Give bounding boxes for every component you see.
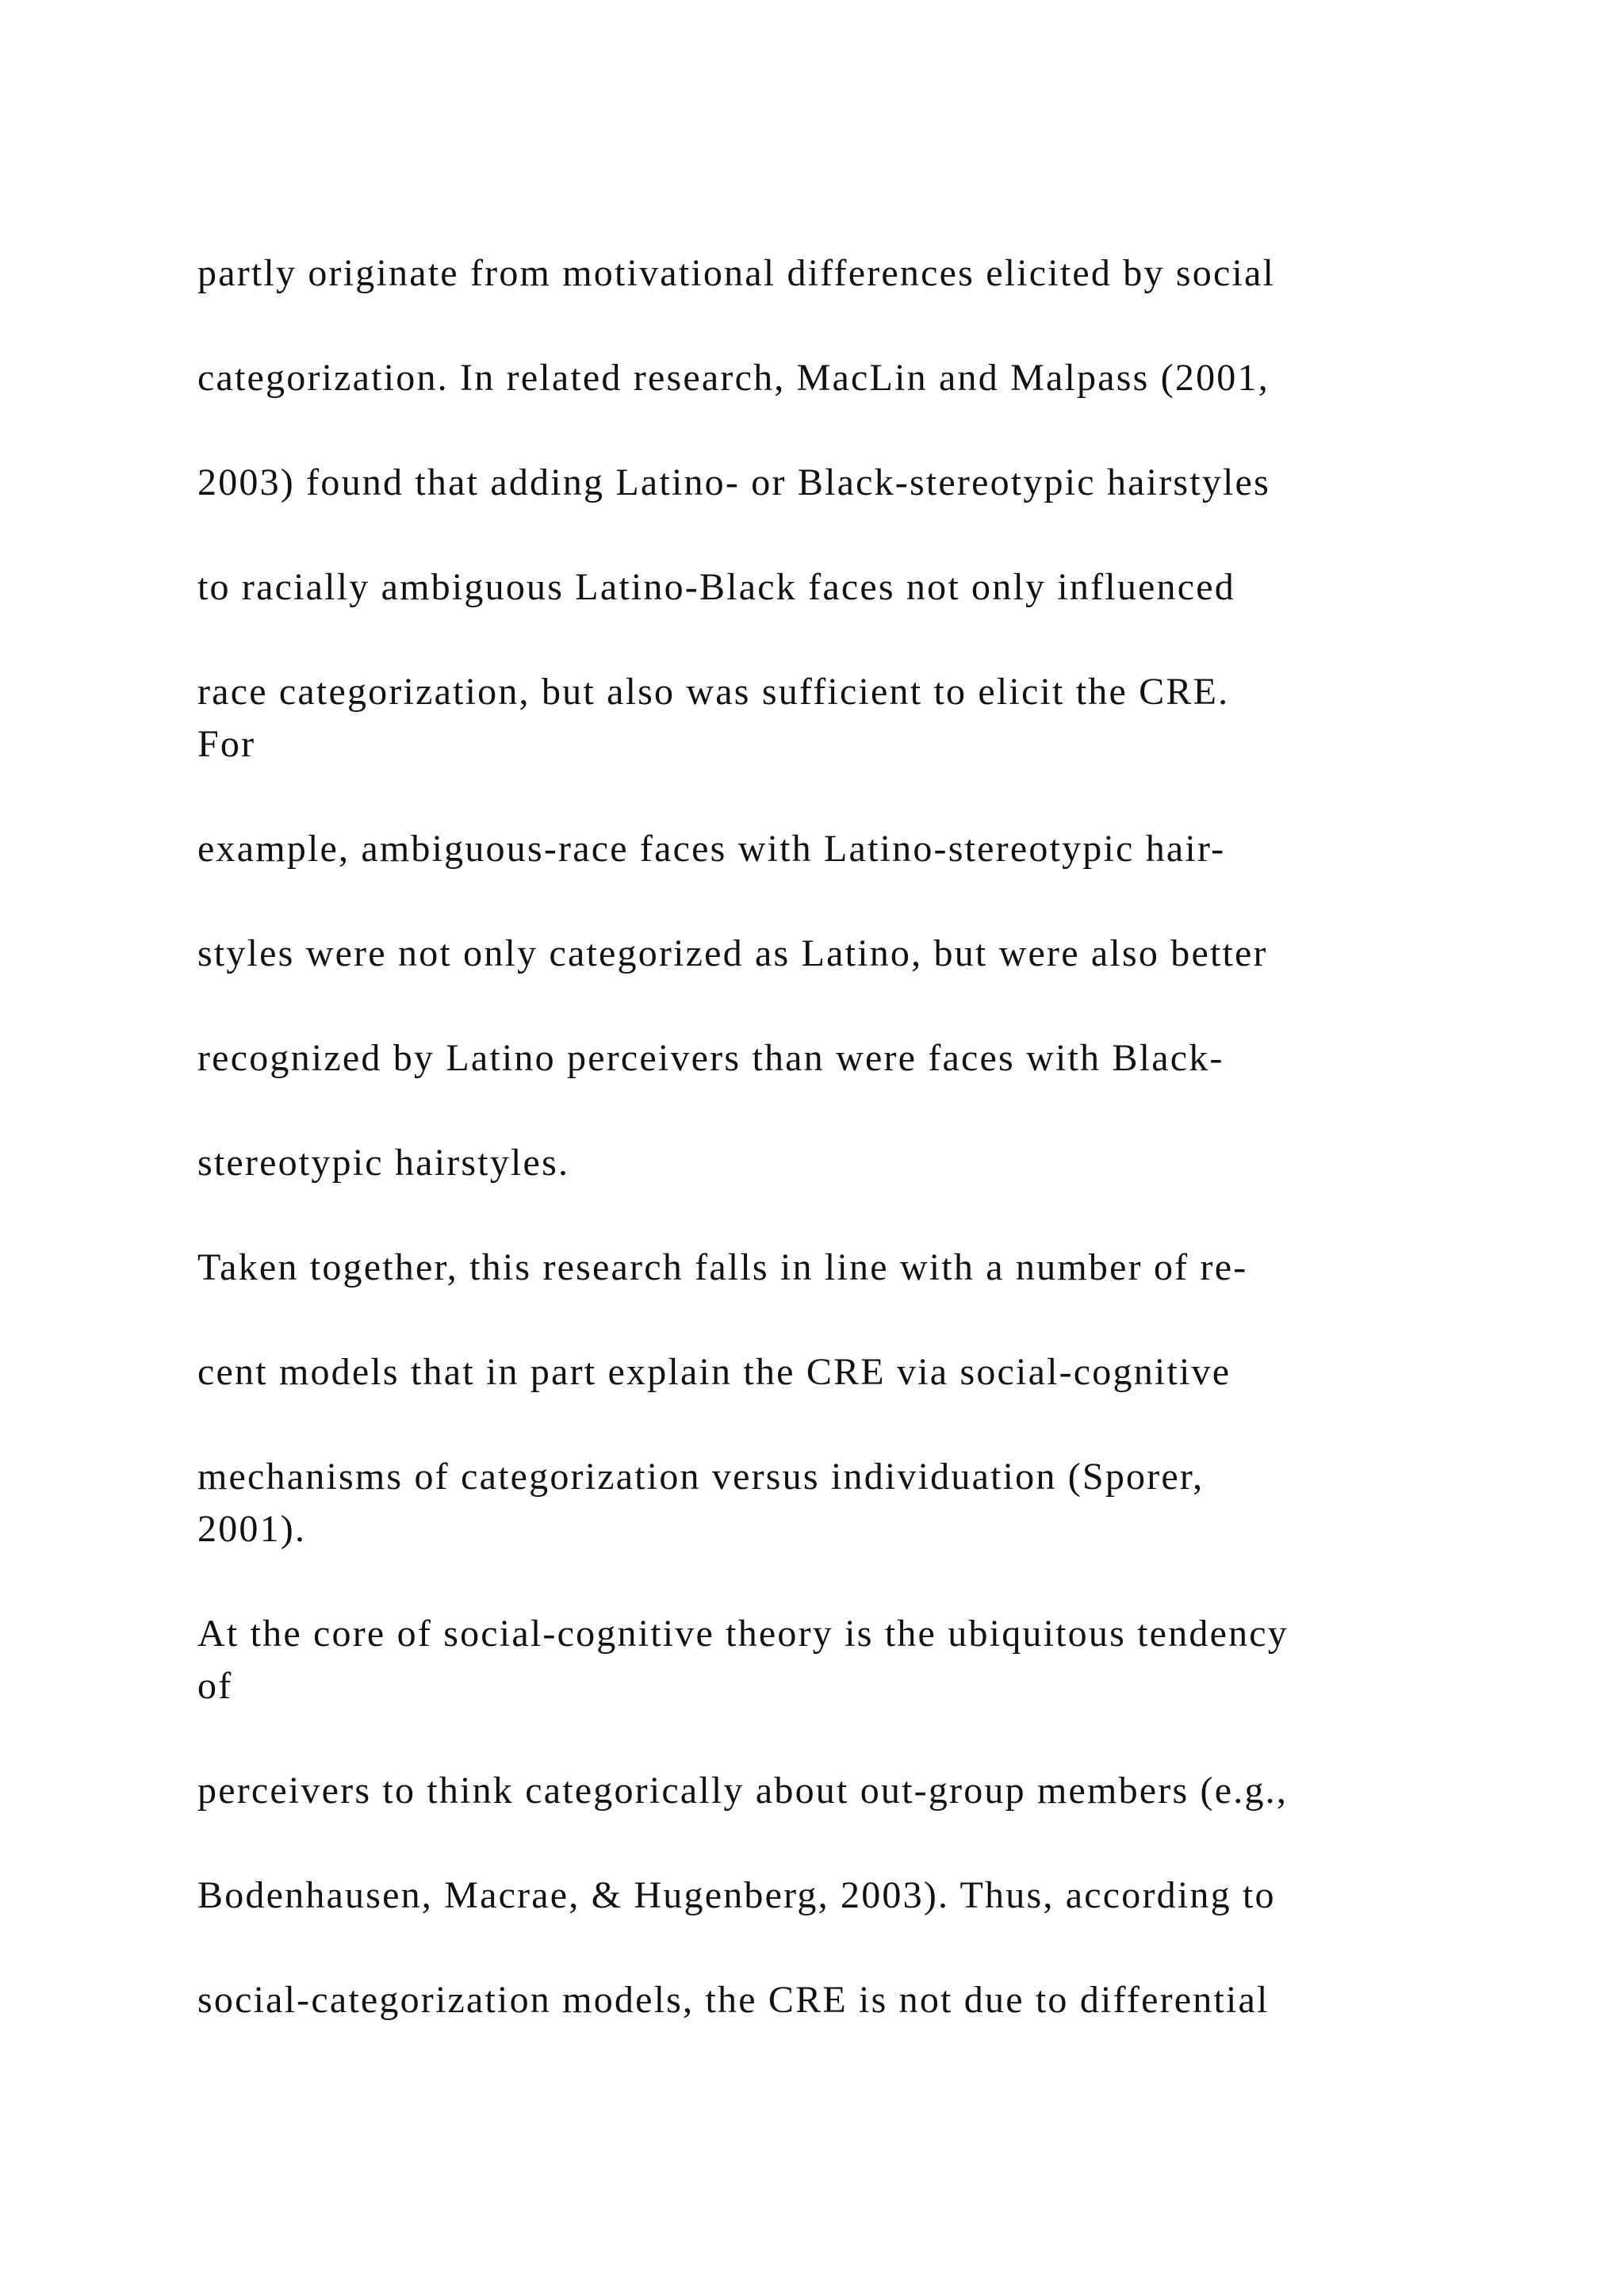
text-line: For	[197, 723, 256, 765]
text-line: mechanisms of categorization versus individuation (Sporer,	[197, 1456, 1205, 1498]
text-line: Bodenhausen, Macrae, & Hugenberg, 2003). Thus, according to	[197, 1874, 1276, 1916]
text-line: partly originate from motivational differences elicited by social	[197, 252, 1276, 294]
text-line: perceivers to think categorically about out-group members (e.g.,	[197, 1770, 1289, 1812]
text-line: 2003) found that adding Latino- or Black-stereotypic hairstyles	[197, 461, 1270, 503]
text-line: stereotypic hairstyles.	[197, 1142, 570, 1184]
text-line: At the core of social-cognitive theory is the ubiquitous tendency	[197, 1613, 1289, 1655]
text-line: cent models that in part explain the CRE via social-cognitive	[197, 1351, 1231, 1393]
text-line: to racially ambiguous Latino-Black faces not only influenced	[197, 566, 1235, 608]
text-line: of	[197, 1665, 233, 1707]
text-line: recognized by Latino perceivers than were faces with Black-	[197, 1037, 1224, 1079]
text-line: race categorization, but also was sufficient to elicit the CRE.	[197, 671, 1230, 713]
text-line: styles were not only categorized as Latino, but were also better	[197, 932, 1268, 974]
text-line: social-categorization models, the CRE is not due to differential	[197, 1979, 1270, 2021]
text-line: Taken together, this research falls in line with a number of re-	[197, 1246, 1248, 1288]
text-line: categorization. In related research, MacLin and Malpass (2001,	[197, 357, 1270, 399]
text-line: 2001).	[197, 1508, 307, 1550]
text-line: example, ambiguous-race faces with Latino-stereotypic hair-	[197, 828, 1226, 870]
